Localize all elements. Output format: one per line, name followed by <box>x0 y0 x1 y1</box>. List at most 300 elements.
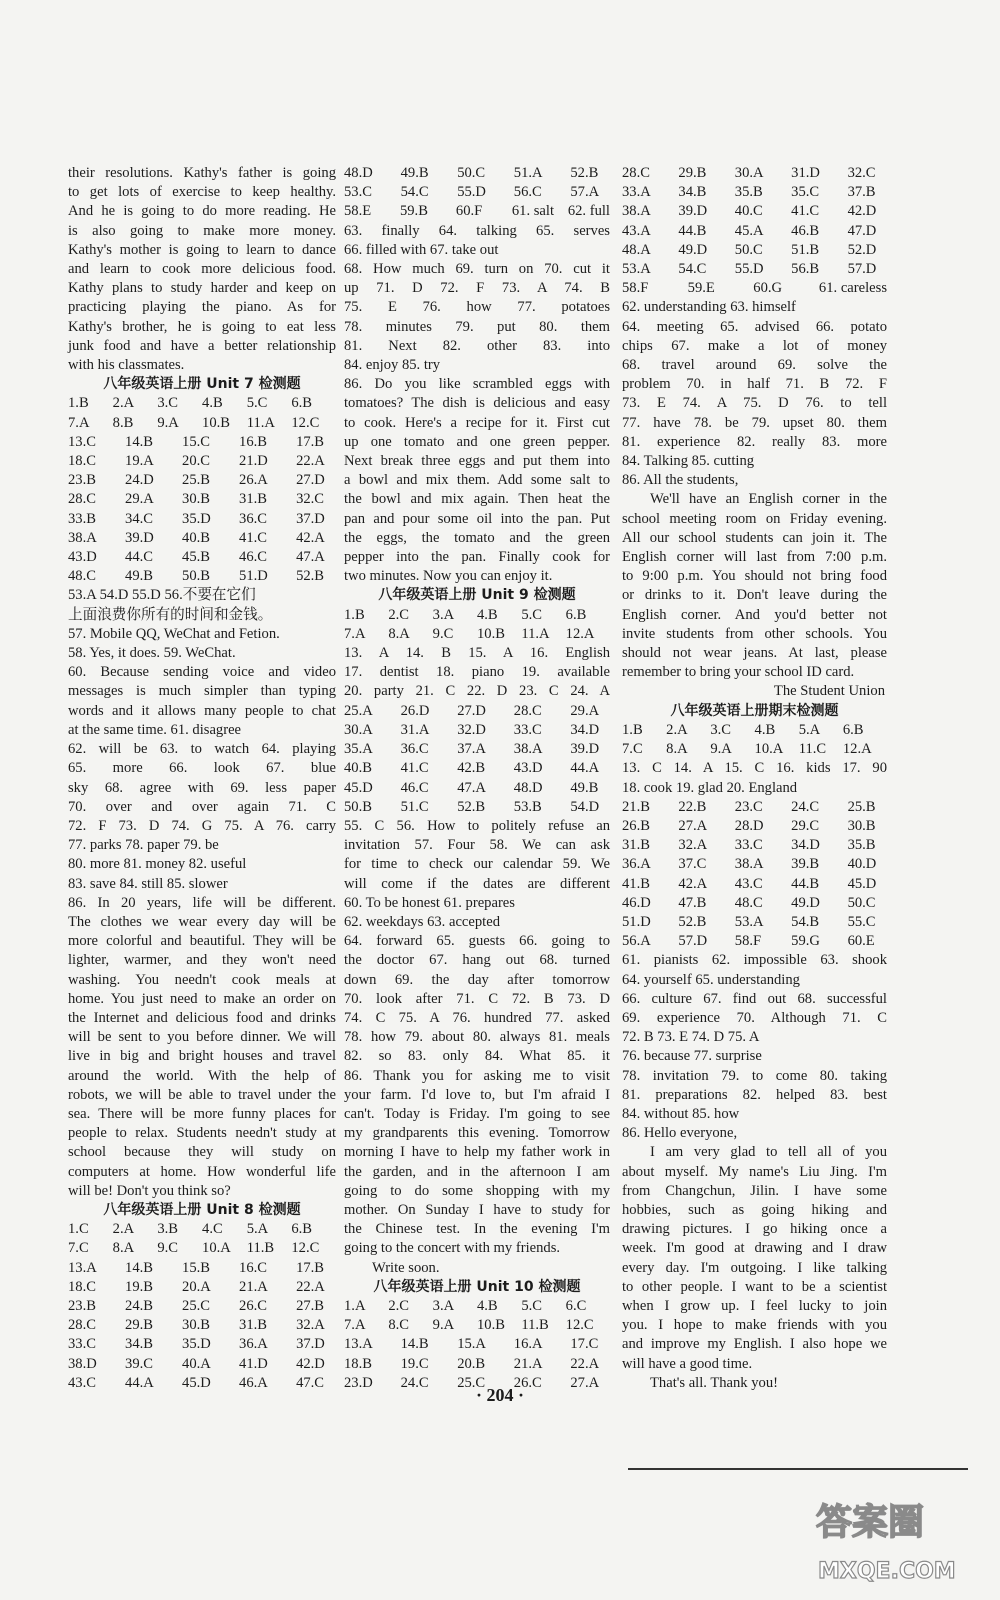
notice-line: school meeting room on Friday evening. <box>622 510 887 527</box>
section-title: 八年级英语上册 Unit 7 检测题 <box>103 376 301 393</box>
answer-line: 73. E 74. A 75. D 76. to tell <box>622 395 887 412</box>
answer-line: 62. weekdays 63. accepted <box>344 913 501 930</box>
essay-line: the Internet and delicious food and drinks <box>68 1009 336 1026</box>
letter-line: my grandparents this evening. Tomorrow <box>344 1125 610 1142</box>
answer-line: 66. filled with 67. take out <box>344 241 499 258</box>
answer-item: 50.C <box>734 241 763 258</box>
answer-item: 24.D <box>125 472 154 489</box>
answer-row <box>622 855 887 874</box>
answer-item: 17.B <box>296 1259 325 1276</box>
answer-row <box>344 183 610 202</box>
answer-row <box>68 1278 336 1297</box>
answer-item: 19.A <box>125 453 154 470</box>
answer-item: 23.B <box>68 1297 96 1314</box>
answer-item: 43.C <box>734 875 763 892</box>
answer-line: 77. parks 78. paper 79. be <box>68 837 219 854</box>
answer-item: 13.A <box>344 1336 373 1353</box>
answer-item: 30.A <box>344 721 373 738</box>
essay-line: to cook. Here's a recipe for it. First cut <box>344 414 610 431</box>
answer-item: 13.A <box>68 1259 97 1276</box>
answer-item: 27.A <box>678 817 708 834</box>
answer-item: 3.C <box>710 721 732 738</box>
answer-row <box>622 164 887 183</box>
answer-line: words and it allows many people to chat <box>68 702 336 719</box>
essay-line: up one tomato and one green pepper. <box>344 433 610 450</box>
answer-item: 15.C <box>182 433 211 450</box>
answer-item: 62. full <box>567 203 610 220</box>
answer-line: 72. B 73. E 74. D 75. A <box>622 1029 760 1046</box>
answer-item: 10.B <box>476 625 505 642</box>
answer-item: 21.B <box>622 798 650 815</box>
column-1 <box>68 164 336 1393</box>
answer-item: 41.D <box>239 1355 268 1372</box>
answer-item: 9.A <box>710 741 732 758</box>
answer-item: 19.B <box>125 1278 153 1295</box>
answer-item: 40.B <box>182 529 211 546</box>
paragraph-line: is also going to make more money. <box>68 222 336 239</box>
essay-line: sea. There will be more funny places for <box>68 1105 336 1122</box>
answer-item: 10.A <box>202 1240 231 1257</box>
answer-item: 2.C <box>388 1297 410 1314</box>
answer-row <box>622 721 887 740</box>
answer-item: 44.A <box>570 760 600 777</box>
section-title: 八年级英语上册 Unit 8 检测题 <box>103 1201 301 1218</box>
answer-item: 48.C <box>734 894 763 911</box>
answer-item: 44.B <box>678 222 707 239</box>
essay-line: will be! Don't you think so? <box>68 1182 231 1199</box>
answer-row <box>622 798 887 817</box>
answer-item: 48.A <box>622 241 651 258</box>
answer-item: 13.C <box>68 433 96 450</box>
answer-item: 28.C <box>513 702 542 719</box>
answer-item: 14.B <box>400 1336 429 1353</box>
answer-item: 52.B <box>296 568 325 585</box>
answer-item: 53.B <box>513 798 542 815</box>
essay-line: you. I hope to make friends with you <box>622 1317 887 1334</box>
essay-line: tomatoes? The dish is delicious and easy <box>344 395 610 412</box>
answer-line: 77. have 78. be 79. upset 80. them <box>622 414 887 431</box>
essay-line: live in big and bright houses and travel <box>68 1048 336 1065</box>
answer-item: 4.C <box>202 1221 223 1238</box>
answer-item: 6.B <box>291 1221 313 1238</box>
answer-line: 81. preparations 82. helped 83. best <box>622 1086 887 1103</box>
answer-line: problem 70. in half 71. B 72. F <box>622 376 887 393</box>
answer-item: 9.A <box>157 414 179 431</box>
answer-item: 37.B <box>847 184 876 201</box>
answer-item: 54.D <box>570 798 600 815</box>
answer-item: 51.D <box>622 913 651 930</box>
answer-row <box>344 1335 610 1354</box>
answer-item: 26.A <box>239 472 268 489</box>
answer-line: chips 67. make a lot of money <box>622 337 887 354</box>
answer-item: 14.B <box>125 1259 153 1276</box>
letter-line: the garden, and in the afternoon I am <box>344 1163 610 1180</box>
answer-item: 45.D <box>847 875 877 892</box>
essay-line: when I grow up. I feel lucky to join <box>622 1297 887 1314</box>
answer-item: 21.D <box>239 453 268 470</box>
answer-item: 26.C <box>239 1297 268 1314</box>
watermark-main-text: 答案圈 <box>816 1502 925 1543</box>
answer-item: 18.C <box>68 1278 96 1295</box>
answer-item: 4.B <box>754 721 776 738</box>
answer-item: 47.A <box>457 779 486 796</box>
answer-item: 27.D <box>296 472 325 489</box>
answer-row <box>68 1335 336 1354</box>
answer-item: 2.A <box>112 1221 135 1238</box>
answer-line: 70. look after 71. C 72. B 73. D <box>344 990 610 1007</box>
answer-item: 1.A <box>344 1297 366 1314</box>
answer-item: 22.A <box>296 1278 325 1295</box>
answer-row <box>68 1355 336 1374</box>
notice-line: All our school students can join it. The <box>622 529 887 546</box>
answer-item: 29.C <box>791 817 820 834</box>
answer-item: 10.A <box>754 741 784 758</box>
answer-item: 41.C <box>791 203 820 220</box>
essay-line: pepper into the pan. Finally cook for <box>344 549 610 566</box>
answer-item: 32.A <box>296 1317 325 1334</box>
answer-item: 27.D <box>457 702 486 719</box>
answer-item: 40.A <box>182 1355 211 1372</box>
answer-item: 32.C <box>296 491 325 508</box>
answer-item: 54.C <box>678 261 707 278</box>
answer-item: 42.A <box>678 875 708 892</box>
answer-row <box>622 260 887 279</box>
answer-item: 3.C <box>157 395 179 412</box>
answer-item: 43.D <box>513 760 543 777</box>
answer-line: 78. minutes 79. put 80. them <box>344 318 610 335</box>
answer-item: 34.D <box>791 837 820 854</box>
answer-item: 1.B <box>344 606 365 623</box>
answer-line: 84. without 85. how <box>622 1105 740 1122</box>
answer-line: 68. How much 69. turn on 70. cut it <box>344 261 610 278</box>
answer-line: 80. more 81. money 82. useful <box>68 856 247 873</box>
answer-item: 41.C <box>239 529 268 546</box>
answer-line: 76. because 77. surprise <box>622 1048 762 1065</box>
answer-line: 75. E 76. how 77. potatoes <box>344 299 610 316</box>
answer-item: 20.A <box>182 1278 211 1295</box>
answer-row <box>622 202 887 221</box>
section-title: 八年级英语上册 Unit 9 检测题 <box>378 587 576 604</box>
notice-line: remember to bring your school ID card. <box>622 664 855 681</box>
answer-item: 50.C <box>847 894 876 911</box>
answer-item: 60.F <box>455 203 483 220</box>
essay-line: robots, we will be able to travel under the <box>68 1086 336 1103</box>
answer-item: 39.D <box>570 741 600 758</box>
answer-line: 86. All the students, <box>622 472 739 489</box>
answer-line: 55. C 56. How to politely refuse an <box>344 817 610 834</box>
answer-row <box>68 1316 336 1335</box>
essay-line: about myself. My name's Liu Jing. I'm <box>622 1163 887 1180</box>
answer-row <box>622 279 887 298</box>
answer-item: 54.C <box>400 184 429 201</box>
answer-item: 25.A <box>344 702 373 719</box>
answer-row <box>344 606 610 625</box>
answer-line: 81. Next 82. other 83. into <box>344 337 610 354</box>
essay-line: people to relax. Students needn't study at <box>68 1125 336 1142</box>
section-title: 八年级英语上册期末检测题 <box>670 702 839 719</box>
answer-item: 39.B <box>791 856 820 873</box>
answer-line: for time to check our calendar 59. We <box>344 856 610 873</box>
answer-item: 10.B <box>476 1317 505 1334</box>
answer-item: 50.C <box>457 165 486 181</box>
essay-line: washing. You needn't cook meals at <box>68 971 336 988</box>
answer-item: 15.B <box>182 1259 211 1276</box>
answer-row <box>344 1297 610 1316</box>
answer-line: 61. pianists 62. impossible 63. shook <box>622 952 887 969</box>
paragraph-line: Kathy's brother, he is going to eat less <box>68 318 336 335</box>
answer-item: 48.D <box>513 779 543 796</box>
answer-row <box>68 452 336 471</box>
answer-item: 35.D <box>182 1336 211 1353</box>
answer-line: 63. finally 64. talking 65. serves <box>344 222 610 239</box>
answer-item: 20.C <box>182 453 211 470</box>
answer-item: 8.A <box>388 625 410 642</box>
answer-row <box>622 875 887 894</box>
answer-item: 35.A <box>344 741 373 758</box>
answer-row <box>344 798 610 817</box>
answer-line: 60. Because sending voice and video <box>68 664 336 681</box>
letter-line: mother. On Sunday I have to study for <box>344 1201 610 1218</box>
answer-item: 45.B <box>182 549 211 566</box>
notice-line: to 9:00 p.m. You should not bring food <box>622 568 887 585</box>
essay-line: more colorful and beautiful. They will be <box>68 933 336 950</box>
answer-item: 57.D <box>847 261 877 278</box>
answer-item: 28.D <box>734 817 764 834</box>
answer-item: 24.C <box>791 798 820 815</box>
answer-item: 26.D <box>400 702 430 719</box>
answer-item: 23.D <box>344 1374 373 1391</box>
essay-line: every day. I'm outgoing. I like talking <box>622 1259 887 1276</box>
answer-item: 56.B <box>791 261 820 278</box>
answer-item: 50.B <box>182 568 211 585</box>
answer-item: 24.B <box>125 1297 153 1314</box>
answer-line: 53.A 54.D 55.D 56.不要在它们 <box>68 587 256 604</box>
answer-line: down 69. the day after tomorrow <box>344 971 610 988</box>
answer-item: 23.C <box>734 798 763 815</box>
answer-item: 39.D <box>678 203 708 220</box>
answer-item: 11.C <box>798 741 827 758</box>
answer-line: 65. more 66. look 67. blue <box>68 760 336 777</box>
watermark-sub-text: MXQE.COM <box>818 1559 956 1584</box>
essay-greeting: 86. Hello everyone, <box>622 1125 738 1142</box>
essay-line: school because they will study on <box>68 1144 336 1161</box>
answer-line: 72. F 73. D 74. G 75. A 76. carry <box>68 817 336 834</box>
answer-item: 51.D <box>239 568 268 585</box>
answer-item: 46.D <box>622 894 651 911</box>
notice-line: should not wear jeans. At last, please <box>622 645 887 662</box>
answer-item: 8.C <box>388 1317 410 1334</box>
answer-item: 51.B <box>791 241 820 258</box>
answer-item: 4.B <box>476 1297 498 1314</box>
answer-item: 34.B <box>678 184 707 201</box>
answer-line: messages is much simpler than typing <box>68 683 336 700</box>
answer-item: 16.C <box>239 1259 268 1276</box>
essay-line: hobbies, such as going hiking and <box>622 1201 887 1218</box>
answer-line: 57. Mobile QQ, WeChat and Fetion. <box>68 625 280 642</box>
answer-item: 2.C <box>388 606 410 623</box>
answer-item: 12.C <box>291 1240 320 1257</box>
answer-item: 7.A <box>344 625 366 642</box>
answer-item: 47.B <box>678 894 707 911</box>
essay-line: I am very glad to tell all of you <box>650 1144 887 1161</box>
answer-row <box>344 625 610 644</box>
essay-line: a bowl and mix them. Add some salt to <box>344 472 610 489</box>
answer-item: 30.B <box>182 1317 211 1334</box>
answer-item: 17.C <box>570 1336 599 1353</box>
answer-item: 36.C <box>239 510 268 527</box>
answer-item: 22.A <box>296 453 325 470</box>
answer-item: 21.A <box>239 1278 268 1295</box>
answer-item: 61. careless <box>818 280 887 297</box>
answer-line: 62. understanding 63. himself <box>622 299 796 316</box>
answer-line: 81. experience 82. really 83. more <box>622 433 887 450</box>
answer-item: 8.B <box>112 414 134 431</box>
answer-row <box>344 1316 610 1335</box>
letter-line: going to do some shopping with my <box>344 1182 610 1199</box>
answer-item: 43.D <box>68 549 97 566</box>
essay-line: drawing pictures. I go hiking once a <box>622 1221 887 1238</box>
essay-line: to other people. I want to be a scientist <box>622 1278 887 1295</box>
answer-item: 38.A <box>734 856 764 873</box>
answer-line: up 71. D 72. F 73. A 74. B <box>344 280 610 297</box>
essay-line: Next break three eggs and put them into <box>344 453 610 470</box>
answer-item: 28.C <box>68 491 96 508</box>
answer-item: 59.G <box>791 933 820 950</box>
answer-item: 53.A <box>734 913 764 930</box>
answer-item: 6.B <box>291 395 313 412</box>
paragraph-line: Kathy plans to study harder and keep on <box>68 280 336 297</box>
answer-item: 58.F <box>734 933 762 950</box>
essay-line: 86. Do you like scrambled eggs with <box>344 376 610 393</box>
answer-item: 51.C <box>400 798 429 815</box>
paragraph-line: Kathy's mother is going to learn to dance <box>68 241 336 258</box>
answer-item: 49.B <box>125 568 153 585</box>
answer-item: 22.B <box>678 798 707 815</box>
answer-item: 38.A <box>68 529 97 546</box>
answer-item: 1.C <box>68 1221 89 1238</box>
answer-item: 33.C <box>513 721 542 738</box>
answer-row <box>68 529 336 548</box>
answer-line: sky 68. agree with 69. less paper <box>68 779 336 796</box>
answer-item: 49.D <box>678 241 708 258</box>
answer-item: 36.A <box>622 856 651 873</box>
essay-line: lighter, warmer, and they won't need <box>68 952 336 969</box>
answer-row <box>68 471 336 490</box>
answer-item: 50.B <box>344 798 372 815</box>
answer-item: 31.B <box>239 1317 268 1334</box>
answer-item: 17.B <box>296 433 325 450</box>
answer-item: 57.D <box>678 933 708 950</box>
answer-item: 40.D <box>847 856 877 873</box>
answer-item: 59.B <box>399 203 428 220</box>
answer-item: 7.C <box>622 741 643 758</box>
answer-item: 18.C <box>68 453 96 470</box>
answer-item: 60.E <box>847 933 875 950</box>
answer-item: 38.A <box>622 203 651 220</box>
essay-line: 86. In 20 years, life will be different. <box>68 894 336 911</box>
answer-item: 53.A <box>622 261 651 278</box>
answer-row <box>622 932 887 951</box>
letter-line: your farm. I'd love to, but I'm afraid I <box>344 1086 610 1103</box>
answer-line: 74. C 75. A 76. hundred 77. asked <box>344 1009 610 1026</box>
essay-line: from Changchun, Jilin. I have some <box>622 1182 887 1199</box>
answer-line: the doctor 67. hang out 68. turned <box>344 952 610 969</box>
answer-item: 34.C <box>125 510 153 527</box>
answer-line: 20. party 21. C 22. D 23. C 24. A <box>344 683 610 700</box>
answer-line: 上面浪费你所有的时间和金钱。 <box>68 606 273 623</box>
answer-line: 58. Yes, it does. 59. WeChat. <box>68 645 236 662</box>
answer-item: 45.A <box>734 222 764 239</box>
answer-line: 64. forward 65. guests 66. going to <box>344 933 610 950</box>
answer-line: 83. save 84. still 85. slower <box>68 875 228 892</box>
answer-item: 6.B <box>842 721 864 738</box>
answer-item: 54.B <box>791 913 820 930</box>
answer-row <box>622 817 887 836</box>
answer-line: 68. travel around 69. solve the <box>622 357 887 374</box>
answer-item: 9.C <box>157 1240 179 1257</box>
answer-item: 11.A <box>246 414 275 431</box>
answer-item: 55.D <box>457 184 486 201</box>
answer-item: 25.C <box>457 1374 486 1391</box>
answer-item: 3.A <box>432 1297 455 1314</box>
answer-item: 49.B <box>570 779 599 796</box>
answer-item: 51.A <box>513 165 543 181</box>
answer-row <box>622 222 887 241</box>
answer-item: 43.C <box>68 1374 96 1391</box>
answer-item: 16.A <box>513 1336 543 1353</box>
answer-line: 78. how 79. about 80. always 81. meals <box>344 1029 610 1046</box>
answer-item: 45.D <box>344 779 373 796</box>
answer-item: 23.B <box>68 472 96 489</box>
section-title: 八年级英语上册 Unit 10 检测题 <box>373 1278 581 1295</box>
answer-row <box>622 836 887 855</box>
answer-item: 5.C <box>521 1297 542 1314</box>
answer-row <box>68 394 336 413</box>
answer-item: 36.C <box>400 741 429 758</box>
paragraph-line: junk food and have a better relationship <box>68 337 336 354</box>
answer-row <box>344 1355 610 1374</box>
answer-item: 46.B <box>791 222 820 239</box>
answer-item: 7.C <box>68 1240 89 1257</box>
footer-rule <box>628 1468 968 1470</box>
letter-line: 86. Thank you for asking me to visit <box>344 1067 610 1084</box>
answer-item: 40.C <box>734 203 763 220</box>
answer-item: 12.C <box>565 1317 594 1334</box>
answer-line: 13. C 14. A 15. C 16. kids 17. 90 <box>622 760 887 777</box>
answer-row <box>622 913 887 932</box>
answer-item: 31.B <box>239 491 268 508</box>
answer-row <box>68 433 336 452</box>
answer-item: 25.B <box>847 798 876 815</box>
answer-item: 47.A <box>296 549 325 566</box>
answer-line: 66. culture 67. find out 68. successful <box>622 990 887 1007</box>
essay-line: and improve my English. I also hope we <box>622 1336 887 1353</box>
answer-item: 44.B <box>791 875 820 892</box>
answer-item: 27.A <box>570 1374 600 1391</box>
notice-line: invite students from other schools. You <box>622 625 887 642</box>
answer-item: 11.B <box>246 1240 275 1257</box>
answer-item: 28.C <box>622 165 650 181</box>
paragraph-line: practicing playing the piano. As for <box>68 299 336 316</box>
answer-item: 52.B <box>457 798 486 815</box>
answer-item: 35.B <box>847 837 876 854</box>
answer-item: 58.E <box>344 203 372 220</box>
answer-item: 29.B <box>125 1317 153 1334</box>
answer-item: 48.C <box>68 568 96 585</box>
essay-line: the eggs, the tomato and the green <box>344 529 610 546</box>
letter-line: can't. Today is Friday. I'm going to see <box>344 1105 610 1122</box>
letter-line: the Chinese test. In the evening I'm <box>344 1221 610 1238</box>
